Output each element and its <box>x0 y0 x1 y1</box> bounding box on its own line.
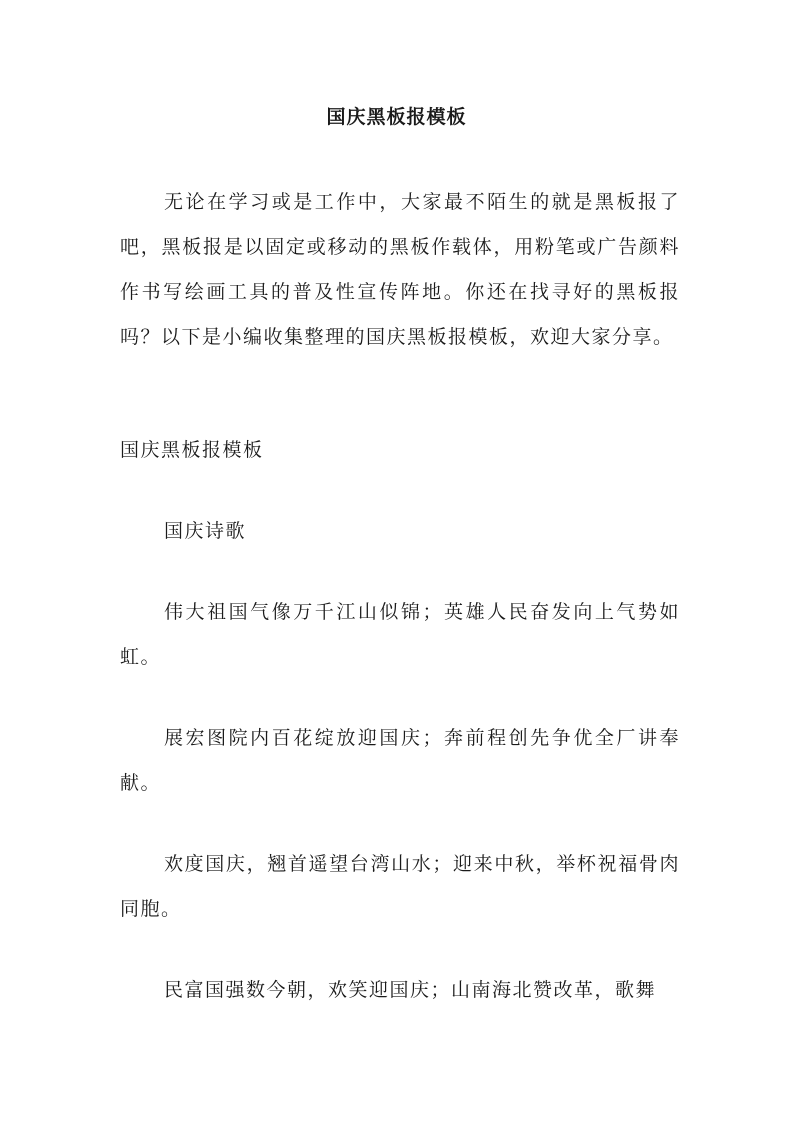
poem-line-2: 展宏图院内百花绽放迎国庆；奔前程创先争优全厂讲奉献。 <box>120 727 680 794</box>
poem-line-4: 民富国强数今朝，欢笑迎国庆；山南海北赞改革，歌舞 <box>164 979 657 1001</box>
section-heading: 国庆黑板报模板 <box>120 439 264 461</box>
poem-line-1: 伟大祖国气像万千江山似锦；英雄人民奋发向上气势如虹。 <box>120 601 680 668</box>
intro-paragraph: 无论在学习或是工作中，大家最不陌生的就是黑板报了吧，黑板报是以固定或移动的黑板作载体，用粉笔或广告颜料作书写绘画工具的普及性宣传阵地。你还在找寻好的黑板报吗？以下是小编收集整理的国庆黑板报模板，欢迎大家分享。 <box>120 191 680 348</box>
poem-line-3: 欢度国庆，翘首遥望台湾山水；迎来中秋，举杯祝福骨肉同胞。 <box>120 853 680 920</box>
document-title: 国庆黑板报模板 <box>326 106 467 128</box>
subsection-heading: 国庆诗歌 <box>164 520 247 542</box>
